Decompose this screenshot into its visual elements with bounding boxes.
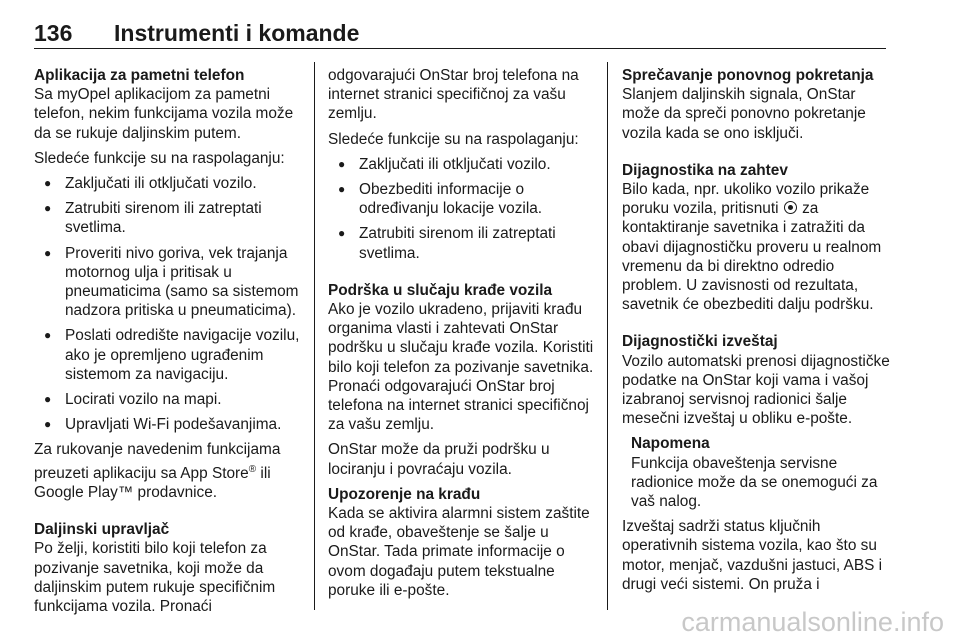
- registered-mark: ®: [248, 463, 257, 475]
- note-text: Funkcija obaveštenja servisne radionice može da se onemogući za vaš nalog.: [631, 454, 878, 511]
- section-title: Daljinski upravljač: [34, 521, 170, 539]
- paragraph: Izveštaj sadrži status ključnih operativnih sistema vozila, kao što su motor, menjač, vazdušni jastuci, ABS i drugi veći sistemi. On pruža i: [622, 518, 883, 593]
- column-3: [622, 66, 890, 594]
- list-item: ● Poslati odredište navigacije vozilu, ako je opremljeno ugrađenim sistemom za navigaciju.: [44, 327, 300, 383]
- note-box: [622, 434, 890, 511]
- paragraph: Po želji, koristiti bilo koji telefon za pozivanje savetnika, koji može da daljinskim putem rukuje specifičnim funkcijama vozila. Pronaći: [34, 540, 276, 615]
- list-item: ● Zaključati ili otključati vozilo.: [338, 155, 551, 173]
- list-item: ● Obezbediti informacije o određivanju lokacije vozila.: [338, 181, 543, 218]
- paragraph: Vozilo automatski prenosi dijagnostičke podatke na OnStar koji vama i vašoj izabranoj servisnoj radionici šalje mesečni izveštaj u obliku e-pošte.: [622, 352, 890, 428]
- paragraph: odgovarajući OnStar broj telefona na internet stranici specifičnoj za vašu zemlju.: [328, 67, 579, 123]
- bullet-icon: ●: [44, 245, 52, 260]
- paragraph: Sledeće funkcije su na raspolaganju:: [328, 130, 579, 148]
- bullet-icon: ●: [338, 156, 346, 171]
- list-item: ● Proveriti nivo goriva, vek trajanja motornog ulja i pritisak u pneumaticima (samo sa sistemom nadzora pritiska u pneumaticima).: [44, 244, 299, 320]
- section-title: Dijagnostički izveštaj: [622, 333, 778, 351]
- feature-list: [34, 174, 300, 434]
- column-divider: [607, 62, 608, 610]
- paragraph: Bilo kada, npr. ukoliko vozilo prikaže poruku vozila, pritisnuti za kontaktiranje savetnika i zatražiti da obavi dijagnostičku proveru u realnom vremenu da bi direktno odredio problem. U zavisnosti od rezultata, savetnik će obezbediti dalju podršku.: [622, 181, 882, 314]
- paragraph: Za rukovanje navedenim funkcijama preuzeti aplikaciju sa App Store® ili Google Play™ prodavnice.: [34, 441, 281, 501]
- bullet-icon: ●: [338, 182, 346, 197]
- page-header: [34, 14, 886, 49]
- list-item: ● Zatrubiti sirenom ili zatreptati svetlima.: [338, 225, 556, 262]
- bullet-icon: ●: [44, 176, 52, 191]
- bullet-icon: ●: [44, 201, 52, 216]
- section-title: Sprečavanje ponovnog pokretanja: [622, 67, 874, 84]
- paragraph: Sa myOpel aplikacijom za pametni telefon, nekim funkcijama vozila može da se rukuje daljinskim putem.: [34, 86, 294, 142]
- paragraph: Ako je vozilo ukradeno, prijaviti krađu organima vlasti i zahtevati OnStar podršku u slučaju krađe vozila. Koristiti bilo koji telefon za pozivanje savetnika. Pronaći odgovarajući OnStar broj telefona na internet stranici specifičnoj za vašu zemlju.: [328, 301, 594, 434]
- section-title: Upozorenje na krađu: [328, 485, 481, 503]
- list-item: ● Zatrubiti sirenom ili zatreptati svetlima.: [44, 200, 262, 237]
- onstar-button-icon: [784, 201, 797, 214]
- bullet-icon: ●: [44, 417, 52, 432]
- column-1: [34, 66, 300, 616]
- section-title: Aplikacija za pametni telefon: [34, 67, 245, 84]
- list-item: ● Upravljati Wi-Fi podešavanjima.: [44, 416, 282, 434]
- section-title: Dijagnostika na zahtev: [622, 161, 788, 179]
- list-item: ● Zaključati ili otključati vozilo.: [44, 175, 257, 193]
- section-title: Podrška u slučaju krađe vozila: [328, 281, 553, 299]
- page-number: 136: [34, 20, 73, 46]
- watermark: carmanualsonline.info: [681, 607, 944, 637]
- paragraph: Sledeće funkcije su na raspolaganju:: [34, 149, 285, 167]
- column-divider: [314, 62, 315, 610]
- bullet-icon: ●: [44, 392, 52, 407]
- paragraph: Slanjem daljinskih signala, OnStar može da spreči ponovno pokretanje vozila kada se ono isključi.: [622, 86, 866, 142]
- bullet-icon: ●: [44, 328, 52, 343]
- chapter-title: Instrumenti i komande: [114, 20, 360, 46]
- column-2: [328, 66, 594, 600]
- paragraph: OnStar može da pruži podršku u lociranju i povraćaju vozila.: [328, 441, 550, 478]
- list-item: ● Locirati vozilo na mapi.: [44, 391, 222, 409]
- paragraph: Kada se aktivira alarmni sistem zaštite od krađe, obaveštenje se šalje u OnStar. Tada primate informacije o ovom događaju putem tekstualne poruke ili e-pošte.: [328, 505, 590, 599]
- bullet-icon: ●: [338, 226, 346, 241]
- note-title: Napomena: [631, 435, 710, 453]
- feature-list: [328, 155, 594, 263]
